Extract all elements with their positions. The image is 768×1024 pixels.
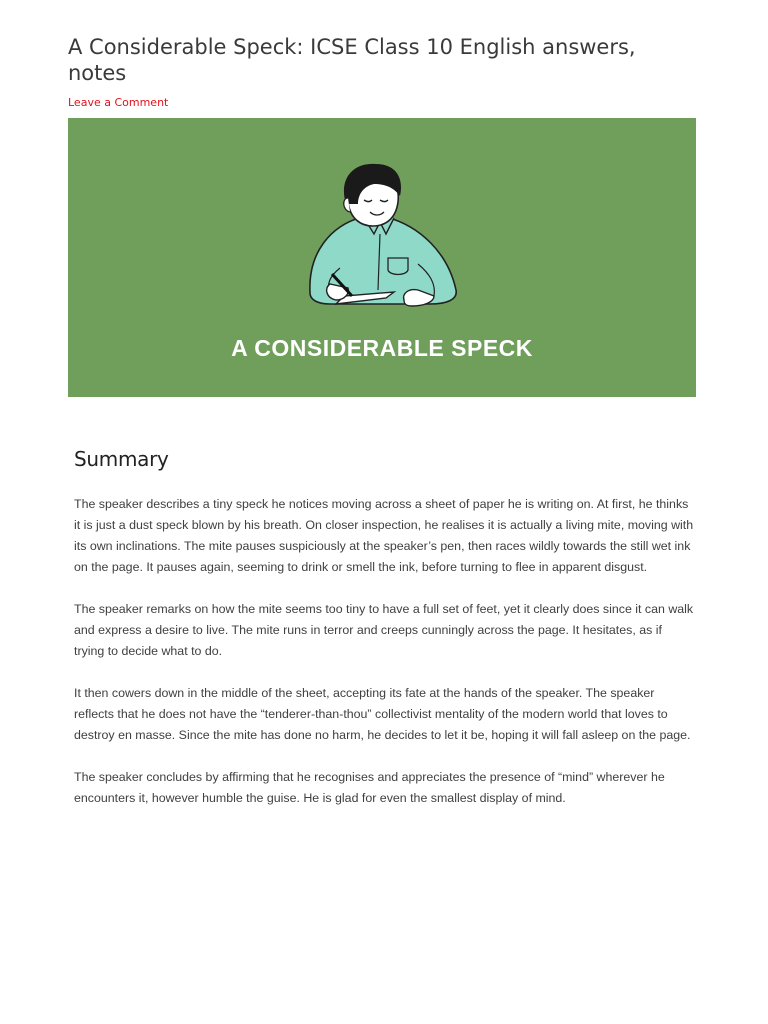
summary-section	[74, 444, 694, 830]
summary-paragraph: The speaker concludes by affirming that he recognises and appreciates the presence of “mind” wherever he encounters it, however humble the guise. He is glad for even the smallest display of mind.	[74, 770, 665, 805]
featured-image-caption: A CONSIDERABLE SPECK	[231, 335, 533, 361]
summary-paragraph: The speaker remarks on how the mite seems too tiny to have a full set of feet, yet it clearly does since it can walk and express a desire to live. The mite runs in terror and creeps cunningly across the page. It hesitates, as if trying to decide what to do.	[74, 602, 694, 658]
featured-image	[68, 118, 696, 397]
leave-comment-link[interactable]: Leave a Comment	[68, 96, 169, 109]
summary-paragraph: The speaker describes a tiny speck he notices moving across a sheet of paper he is writing on. At first, he thinks it is just a dust speck blown by his breath. On closer inspection, he realises it is actually a living mite, moving with its own inclinations. The mite pauses suspiciously at the speaker’s pen, then races wildly towards the still wet ink on the page. It pauses again, seeming to drink or smell the ink, before turning to flee in apparent disgust.	[74, 497, 694, 574]
summary-paragraph: It then cowers down in the middle of the sheet, accepting its fate at the hands of the speaker. The speaker reflects that he does not have the “tenderer-than-thou” collectivist mentality of the modern world that loves to destroy en masse. Since the mite has done no harm, he decides to let it be, hoping it will fall asleep on the page.	[74, 686, 691, 742]
summary-heading: Summary	[74, 447, 169, 471]
post-title: A Considerable Speck: ICSE Class 10 English answers, notes	[68, 35, 636, 85]
